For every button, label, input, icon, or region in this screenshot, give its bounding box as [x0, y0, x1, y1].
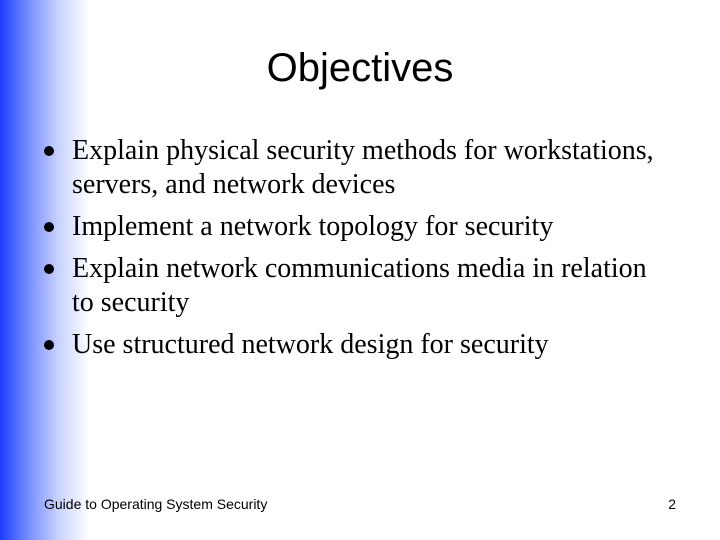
page-number: 2 [668, 496, 676, 512]
bullet-icon [44, 222, 54, 232]
bullet-item-communications-media [44, 252, 664, 320]
bullet-item-physical-security [44, 134, 664, 202]
bullet-item-network-topology [44, 210, 664, 244]
objectives-list [44, 134, 664, 370]
bullet-text: Implement a network topology for security [72, 211, 554, 242]
bullet-text: Explain physical security methods for workstations, servers, and network devices [72, 135, 654, 200]
bullet-text: Explain network communications media in relation to security [72, 253, 647, 318]
bullet-icon [44, 146, 54, 156]
bullet-item-structured-design [44, 328, 664, 362]
bullet-icon [44, 340, 54, 350]
footer-title: Guide to Operating System Security [44, 496, 268, 512]
bullet-icon [44, 264, 54, 274]
slide-title: Objectives [266, 46, 454, 90]
bullet-text: Use structured network design for security [72, 329, 549, 360]
